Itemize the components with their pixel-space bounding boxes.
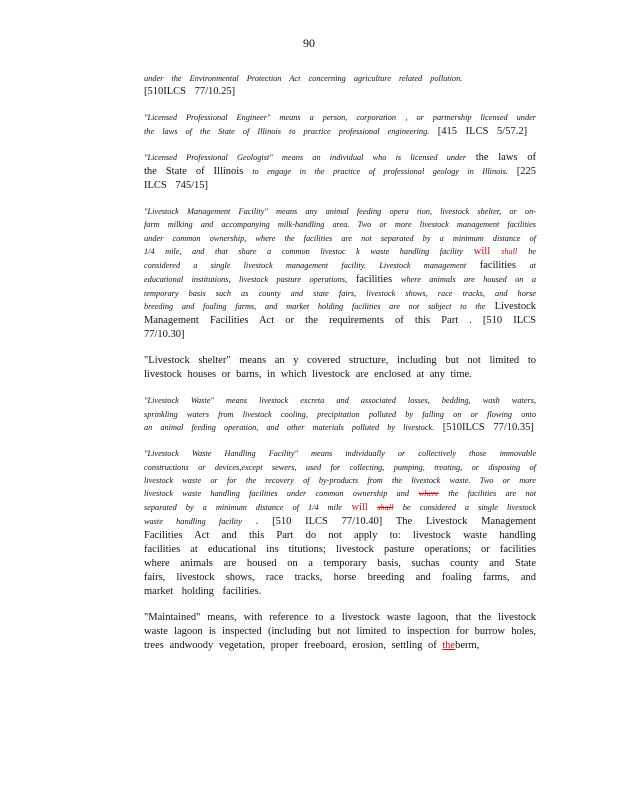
italic-text: be considered a single livestock management facility. Livestock management <box>144 247 537 271</box>
italic-text: "Livestock Management Facility" means any animal feeding opera tion, livestock shelter, or on-farm milking and accompanying milk-handling area. Two or more livestock management facilities under common ownership, where the facilities are not separated by a minimum distance of 1/4 mile, and that share a common livestoc k waste handling facility <box>144 206 536 257</box>
text: facilities <box>355 274 393 286</box>
definition-livestock-management-facility <box>144 205 536 343</box>
text: Livestock Management Facilities Act or the requirements of this Part <box>144 301 536 327</box>
italic-text: at educational institutions, livestock pasture operations, <box>144 261 536 285</box>
italic-text: "Livestock Waste Handling Facility" means individually or collectively those immovable constructions or devices,except sewers, used for collecting, pumping, treating, or disposing of livestock waste or for the recovery of by-products from the livestock waste. Two or more livestock waste handling facilities under common ownership and <box>144 449 536 499</box>
page-number: 90 <box>303 36 315 50</box>
inserted-the: the <box>442 639 456 651</box>
italic-text: "Licensed Professional Engineer" means a person, corporation <box>144 113 396 123</box>
text: . [510 ILCS 77/10.40] The Livestock Management Facilities Act and this Part do not apply to: livestock waste handling facilities at educational ins titutions; livestock pasture operations; or facilities where animals are housed on a temporary basis, suchas county and State fairs, livestock shows, race tracks, horse breeding and foaling farms, and market holding facilities. <box>144 515 536 597</box>
definition-maintained <box>144 611 536 653</box>
italic-text: the facilities are not separated by a minimum distance of 1/4 mile <box>144 489 537 512</box>
document-body <box>144 72 536 665</box>
deleted-shall: shall <box>501 247 518 257</box>
definition-livestock-waste <box>144 394 536 435</box>
italic-text: , or partnership licensed under the laws of the State of Illinois to practice professional engineering. <box>144 113 537 136</box>
definition-livestock-waste-handling-facility <box>144 447 536 599</box>
italic-text: to engage in the practice of professional geology in Illinois. <box>252 166 508 176</box>
text: facilities <box>479 260 516 272</box>
italic-text: be considered a single livestock waste handling facility <box>144 502 537 526</box>
deleted-shall: shall <box>377 502 394 512</box>
inserted-text: the laws of the State of Illinois <box>144 151 536 177</box>
definition-licensed-professional-geologist <box>144 151 536 193</box>
citation: [510ILCS 77/10.25] <box>144 86 236 98</box>
italic-text: where animals are housed on a temporary basis such as county and state fairs, livestock shows, race tracks, and horse breeding and foaling farms, and market holding facilities are not subject to the <box>144 275 536 312</box>
definition-licensed-professional-engineer <box>144 111 536 138</box>
citation: [510ILCS 77/10.35] <box>442 422 534 434</box>
citation: [225 ILCS 745/15] <box>144 165 537 191</box>
text: "Livestock shelter" means an y covered structure, including but not limited to livestock houses or barns, in which livestock are enclosed at any time. <box>144 355 536 381</box>
definition-livestock-shelter <box>144 354 536 382</box>
citation: . [510 ILCS 77/10.30] <box>144 315 537 341</box>
citation: [415 ILCS 5/57.2] <box>437 125 528 137</box>
definition-paragraph-agriculture-pollution <box>144 72 536 99</box>
text: berm, <box>455 639 480 651</box>
deleted-where: where <box>418 489 439 499</box>
italic-text: under the Environmental Protection Act concerning agriculture related pollution. <box>144 74 463 83</box>
italic-text: "Livestock Waste" means livestock excreta and associated losses, bedding, wash waters, sprinkling waters from livestock cooling, precipitation polluted by falling on or flowing onto an animal feeding operation, and other materials polluted by livestock. <box>144 396 536 433</box>
text: "Maintained" means, with reference to a livestock waste lagoon, that the livestock waste lagoon is inspected (including but not limited to inspection for burrow holes, trees andwoody vegetation, proper freeboard, erosion, settling of <box>144 611 536 651</box>
italic-text: "Licensed Professional Geologist" means an individual who is licensed under <box>144 152 467 162</box>
inserted-will: will <box>473 246 491 258</box>
inserted-will: will <box>351 501 368 513</box>
